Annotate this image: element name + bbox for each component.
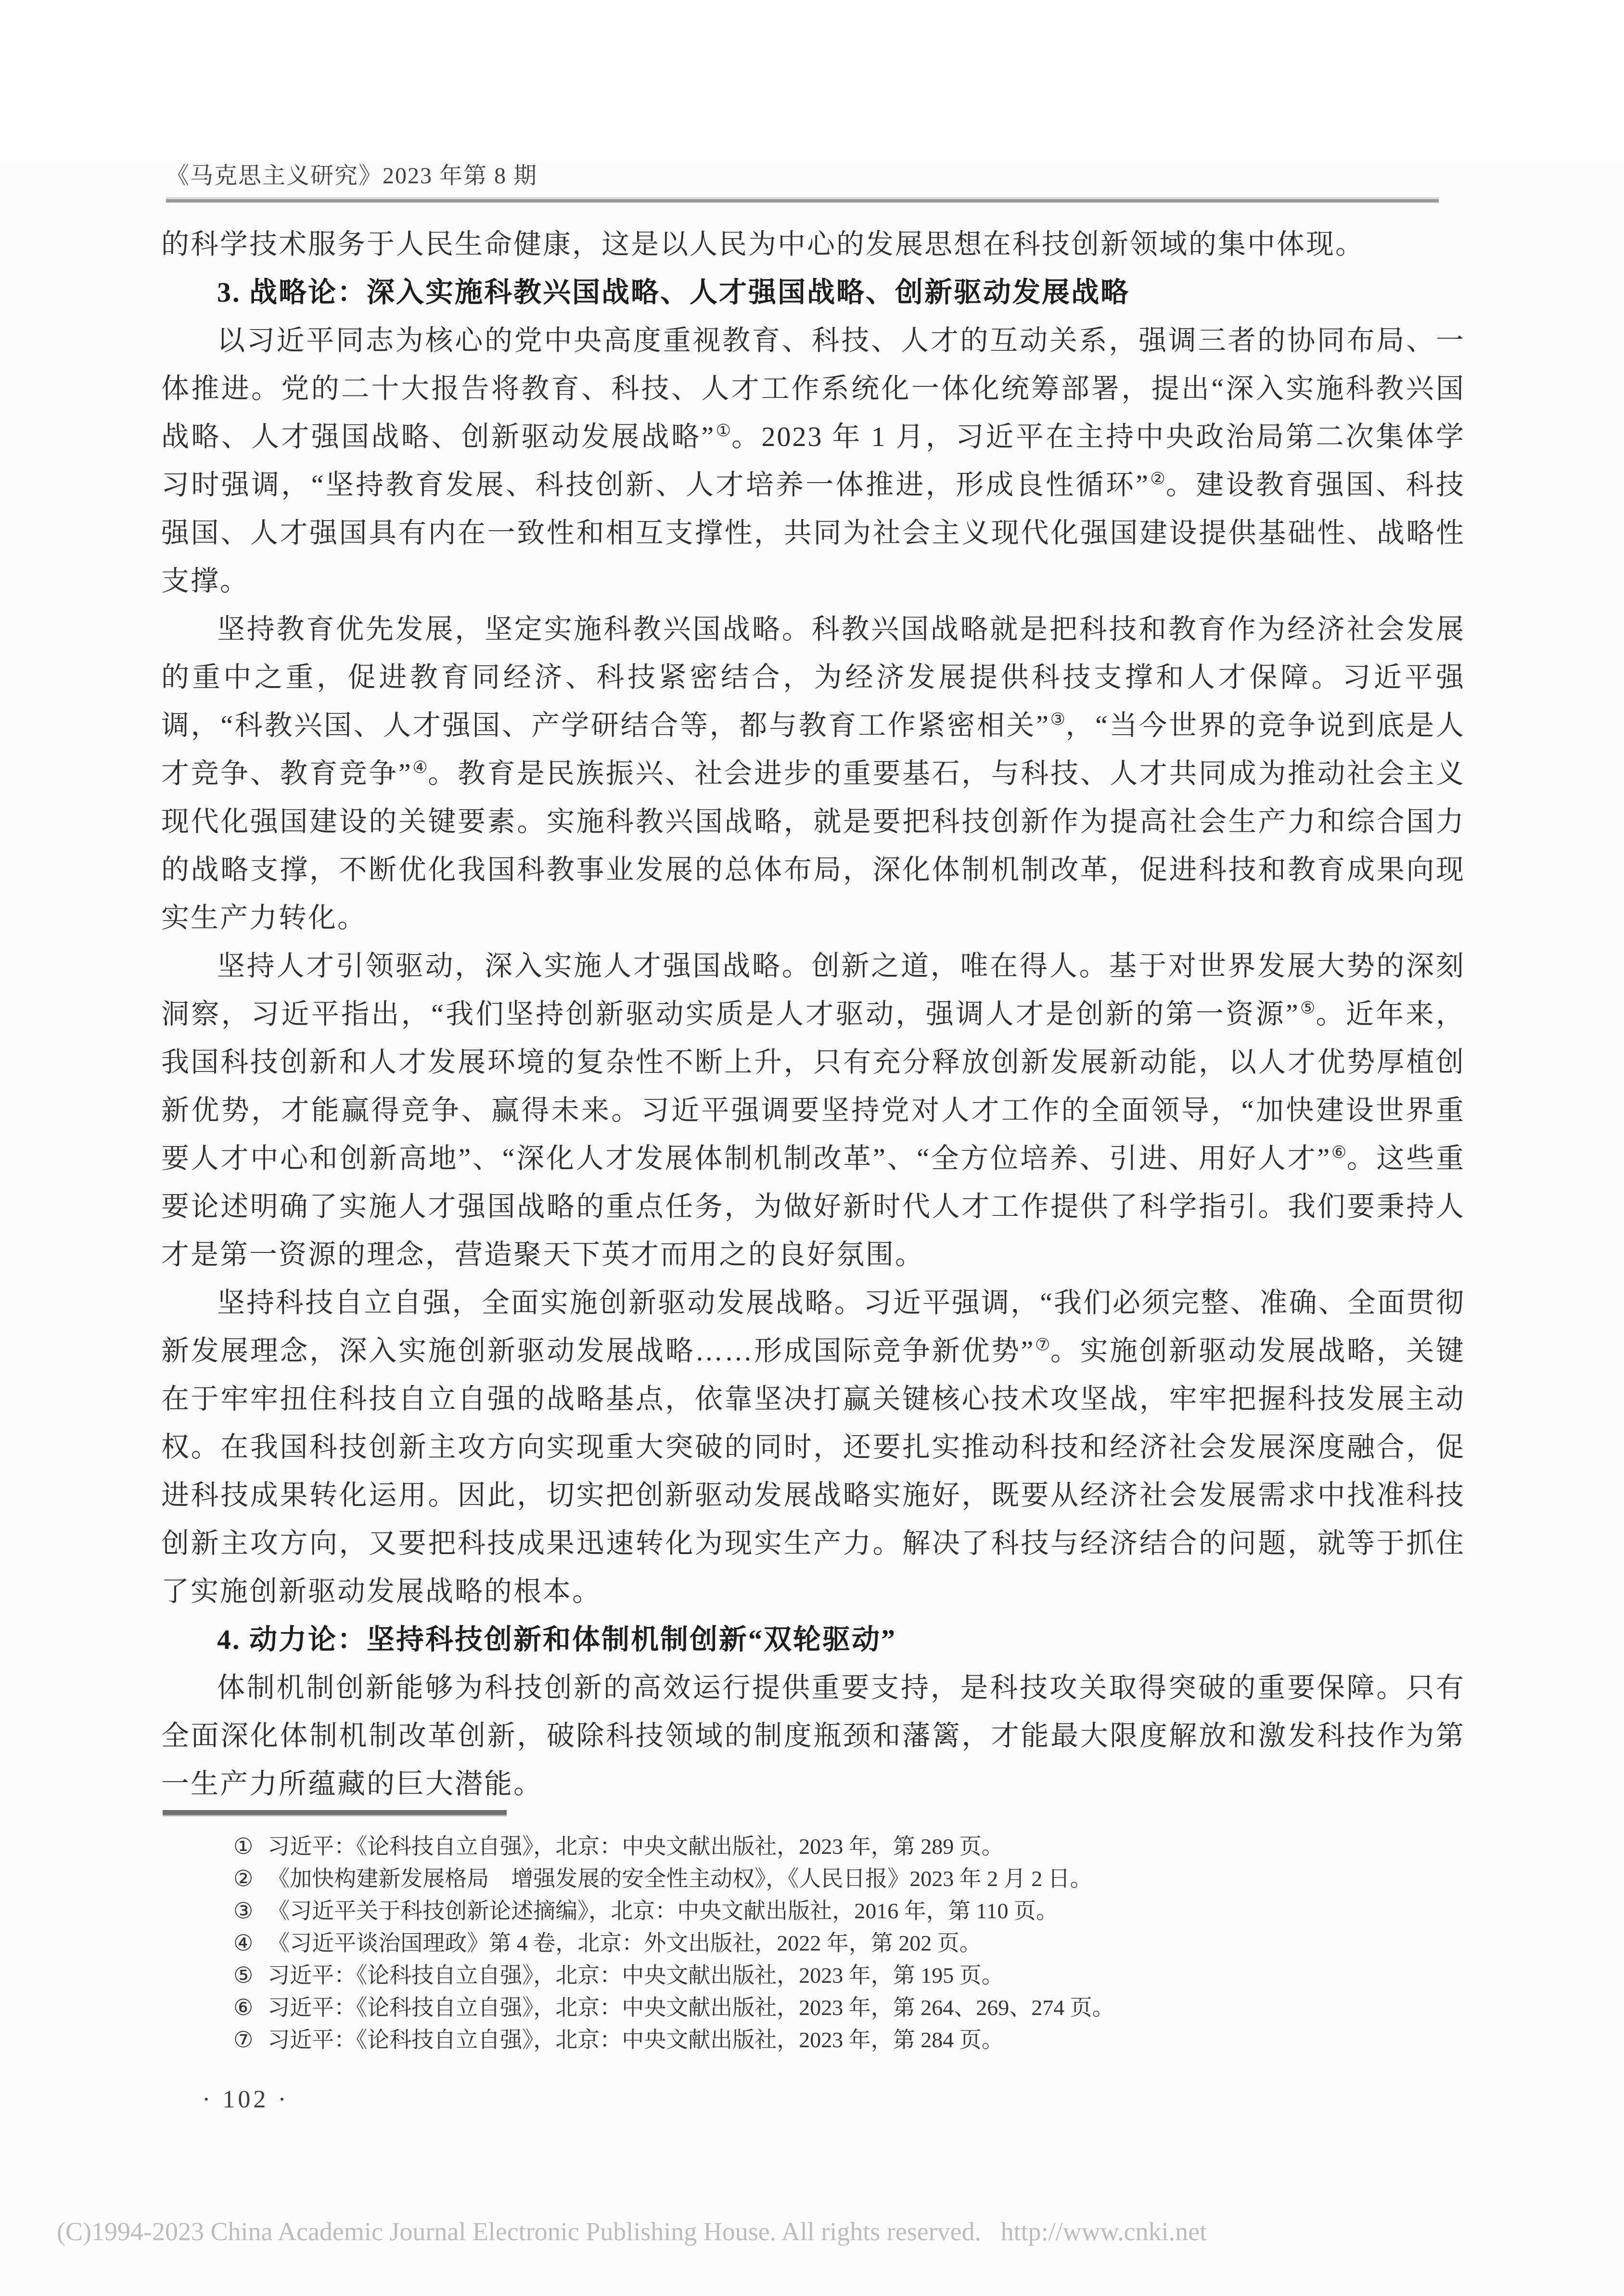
article-body (161, 220, 1465, 1808)
paragraph: 坚持教育优先发展，坚定实施科教兴国战略。科教兴国战略就是把科技和教育作为经济社会发展的重中之重，促进教育同经济、科技紧密结合，为经济发展提供科技支撑和人才保障。习近平强调，“科教兴国、人才强国、产学研结合等，都与教育工作紧密相关”③，“当今世界的竞争说到底是人才竞争、教育竞争”④。教育是民族振兴、社会进步的重要基石，与科技、人才共同成为推动社会主义现代化强国建设的关键要素。实施科教兴国战略，就是要把科技创新作为提高社会生产力和综合国力的战略支撑，不断优化我国科教事业发展的总体布局，深化体制机制改革，促进科技和教育成果向现实生产力转化。 (161, 613, 1466, 933)
header-divider-rule (166, 199, 1439, 203)
footnote-marker: ① (233, 1834, 254, 1859)
footnote-text: 习近平：《论科技自立自强》，北京：中央文献出版社，2023 年，第 284 页。 (268, 2028, 1004, 2052)
copyright-footer: (C)1994-2023 China Academic Journal Electronic Publishing House. All rights reserved. http://www.cnki.net (57, 2217, 1207, 2246)
journal-header: 《马克思主义研究》2023 年第 8 期 (166, 163, 538, 189)
section-heading-3: 3. 战略论：深入实施科教兴国战略、人才强国战略、创新驱动发展战略 (217, 277, 1130, 308)
footnote-item (161, 1830, 1465, 1862)
footnote-marker: ⑥ (233, 1995, 254, 2020)
paragraph: 坚持科技自立自强，全面实施创新驱动发展战略。习近平强调，“我们必须完整、准确、全面贯彻新发展理念，深入实施创新驱动发展战略……形成国际竞争新优势”⑦。实施创新驱动发展战略，关键在于牢牢扭住科技自立自强的战略基点，依靠坚决打赢关键核心技术攻坚战，牢牢把握科技发展主动权。在我国科技创新主攻方向实现重大突破的同时，还要扎实推动科技和经济社会发展深度融合，促进科技成果转化运用。因此，切实把创新驱动发展战略实施好，既要从经济社会发展需求中找准科技创新主攻方向，又要把科技成果迅速转化为现实生产力。解决了科技与经济结合的问题，就等于抓住了实施创新驱动发展战略的根本。 (161, 1287, 1465, 1607)
footnote-text: 《习近平关于科技创新论述摘编》，北京：中央文献出版社，2016 年，第 110 页。 (268, 1899, 1059, 1923)
footnote-list (161, 1830, 1465, 2056)
section-heading-4: 4. 动力论：坚持科技创新和体制机制创新“双轮驱动” (217, 1624, 897, 1655)
footnote-text: 《加快构建新发展格局 增强发展的安全性主动权》，《人民日报》2023 年 2 月 2 日。 (268, 1866, 1092, 1891)
footnote-text: 习近平：《论科技自立自强》，北京：中央文献出版社，2023 年，第 289 页。 (268, 1834, 1004, 1859)
paragraph: 坚持人才引领驱动，深入实施人才强国战略。创新之道，唯在得人。基于对世界发展大势的深刻洞察，习近平指出，“我们坚持创新驱动实质是人才驱动，强调人才是创新的第一资源”⑤。近年来，我国科技创新和人才发展环境的复杂性不断上升，只有充分释放创新发展新动能，以人才优势厚植创新优势，才能赢得竞争、赢得未来。习近平强调要坚持党对人才工作的全面领导，“加快建设世界重要人才中心和创新高地”、“深化人才发展体制机制改革”、“全方位培养、引进、用好人才”⑥。这些重要论述明确了实施人才强国战略的重点任务，为做好新时代人才工作提供了科学指引。我们要秉持人才是第一资源的理念，营造聚天下英才而用之的良好氛围。 (161, 950, 1465, 1270)
footnote-marker: ③ (233, 1899, 254, 1923)
paragraph: 以习近平同志为核心的党中央高度重视教育、科技、人才的互动关系，强调三者的协同布局、一体推进。党的二十大报告将教育、科技、人才工作系统化一体化统筹部署，提出“深入实施科教兴国战略、人才强国战略、创新驱动发展战略”①。2023 年 1 月，习近平在主持中央政治局第二次集体学习时强调，“坚持教育发展、科技创新、人才培养一体推进，形成良性循环”②。建设教育强国、科技强国、人才强国具有内在一致性和相互支撑性，共同为社会主义现代化强国建设提供基础性、战略性支撑。 (161, 325, 1465, 597)
footnote-text: 习近平：《论科技自立自强》，北京：中央文献出版社，2023 年，第 195 页。 (268, 1963, 1004, 1988)
footnote-item (161, 1927, 1465, 1959)
footnote-item (161, 2024, 1465, 2056)
footnote-marker: ⑦ (233, 2028, 254, 2052)
footnote-marker: ② (233, 1866, 254, 1891)
page-number: · 102 · (202, 2086, 289, 2113)
footnote-text: 习近平：《论科技自立自强》，北京：中央文献出版社，2023 年，第 264、269、274 页。 (268, 1995, 1114, 2020)
footnote-text: 《习近平谈治国理政》第 4 卷，北京：外文出版社，2022 年，第 202 页。 (268, 1931, 982, 1955)
footnote-marker: ④ (233, 1931, 254, 1955)
footnote-item (161, 1895, 1465, 1927)
paragraph-continuation: 的科学技术服务于人民生命健康，这是以人民为中心的发展思想在科技创新领域的集中体现。 (161, 229, 1365, 260)
footnote-item (161, 1862, 1465, 1895)
paragraph: 体制机制创新能够为科技创新的高效运行提供重要支持，是科技攻关取得突破的重要保障。只有全面深化体制机制改革创新，破除科技领域的制度瓶颈和藩篱，才能最大限度解放和激发科技作为第一生产力所蕴藏的巨大潜能。 (161, 1672, 1465, 1799)
footnote-separator-rule (163, 1810, 507, 1815)
footnote-item (161, 1959, 1465, 1991)
footnote-marker: ⑤ (233, 1963, 254, 1988)
footnote-item (161, 1991, 1465, 2024)
